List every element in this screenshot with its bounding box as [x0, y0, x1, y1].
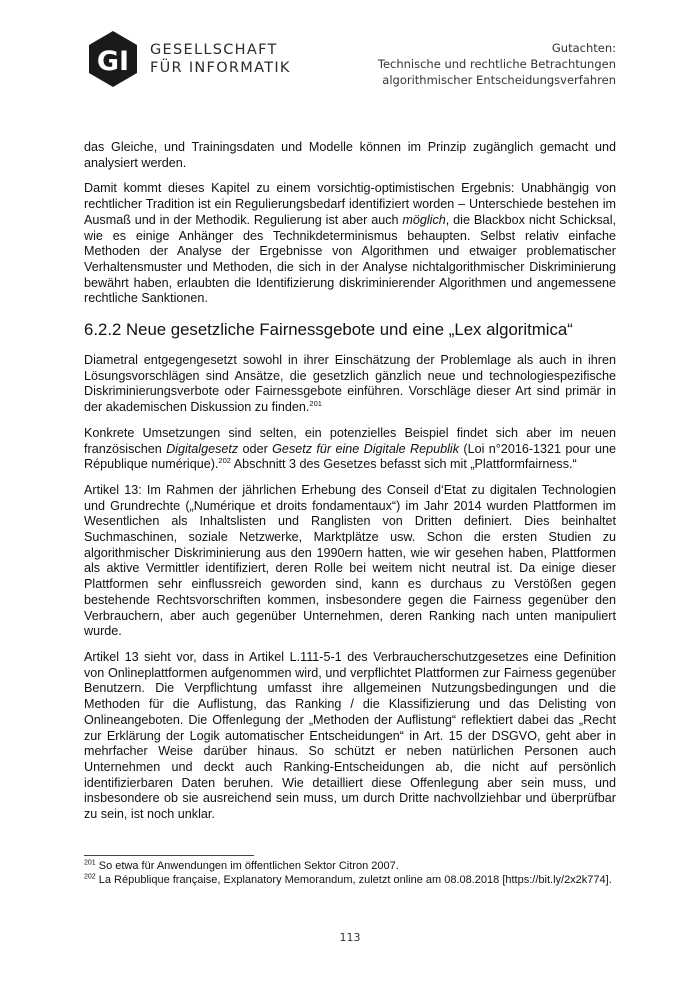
org-name-line2: FÜR INFORMATIK: [150, 60, 291, 76]
paragraph-5: Artikel 13: Im Rahmen der jährlichen Erhebung des Conseil d‘Etat zu digitalen Technologien und Grundrechte („Numérique et droits fondamentaux“) im Jahr 2014 wurden Plattformen im Wesentlichen als Inhaltslisten und Ranglisten von Dritten definiert. Dies beinhaltet Suchmaschinen, soziale Netzwerke, Marktplätze usw. Schon die ersten Studien zu algorithmischer Diskriminierung aus den 1990ern hatten, wie wir gesehen haben, Plattformen als aktive Vermittler identifiziert, deren Rolle bei weitem nicht neutral ist. Da einige dieser Plattformen sehr einflussreich geworden sind, kann es durchaus zu Verstößen gegen bestehende Rechtsvorschriften kommen, insbesondere gegen die Fairness gegenüber den Verbrauchern, aber auch gegenüber Unternehmen, deren Ranking nach unten manipuliert wurde.: [84, 482, 616, 639]
page-number: 113: [339, 931, 361, 944]
footnote-201: [84, 860, 616, 874]
footnote-202: [84, 874, 616, 888]
paragraph-4: [84, 426, 616, 473]
footnote-202-text: La République française, Explanatory Memorandum, zuletzt online am 08.08.2018 [https://bit.ly/2x2k774].: [95, 873, 612, 886]
gi-logo-letters: GI: [96, 46, 130, 77]
document-title-line3: algorithmischer Entscheidungsverfahren: [382, 73, 616, 87]
gi-logo-icon: [84, 30, 142, 88]
paragraph-6: Artikel 13 sieht vor, dass in Artikel L.111-5-1 des Verbraucherschutzgesetzes eine Definition von Onlineplattformen aufgenommen wird, und verpflichtet Plattformen zur Fairness gegenüber Benutzern. Die Verpflichtung umfasst ihre allgemeinen Nutzungsbedingungen und die Methoden für die Auflistung, das Ranking / die Klassifizierung und das Delisting von Onlineangeboten. Die Offenlegung der „Methoden der Auflistung“ reflektiert dabei das „Recht zur Erklärung der Logik automatischer Entscheidungen“ in Art. 15 der DSGVO, geht aber in mehrfacher Weise darüber hinaus. So schützt er neben natürlichen Personen auch Unternehmen und deckt auch Ranking-Entscheidungen ab, die nicht auf persönlich identifizierbaren Daten beruhen. Wie detailliert diese Offenlegung aber sein muss, und insbesondere ob sie ausreichend sein muss, um durch Dritte nachvollziehbar und überprüfbar zu sein, ist noch unklar.: [84, 649, 616, 822]
org-name-line1: GESELLSCHAFT: [150, 42, 278, 58]
footnote-ref-201: 201: [309, 398, 322, 408]
footnote-ref-202: 202: [218, 456, 231, 466]
page-header: [0, 0, 700, 110]
footnotes: [84, 855, 616, 887]
paragraph-4-part-c: (Loi n°2016-1321 pour une République numérique).: [84, 441, 616, 472]
gi-logo: [84, 30, 291, 88]
paragraph-2: [84, 181, 616, 307]
paragraph-4-part-d: Abschnitt 3 des Gesetzes befasst sich mit „Plattformfairness.“: [230, 457, 577, 472]
footnote-divider: [84, 855, 254, 856]
paragraph-2-part-b: , die Blackbox nicht Schicksal, wie es einige Anhänger des Technikdeterminismus behaupten. Selbst relativ einfache Methoden der Analyse der Ergebnisse von Algorithmen und etwaiger problematischer Verhaltensmuster und Methoden, die sich in der Analyse nichtalgorithmischer Diskriminierung bewährt haben, erlaubten die Identifizierung diskriminierender Algorithmen und angemessene rechtliche Sanktionen.: [84, 212, 616, 306]
footnote-201-text: So etwa für Anwendungen im öffentlichen Sektor Citron 2007.: [95, 860, 399, 872]
emphasis-moeglich: möglich: [402, 212, 446, 227]
paragraph-2-part-a: Damit kommt dieses Kapitel zu einem vorsichtig-optimistischen Ergebnis: Unabhängig von rechtlicher Tradition ist ein Regulierungsbedarf identifiziert worden – Unterschiede bestehen im Ausmaß und in der Methodik. Regulierung ist aber auch: [84, 181, 616, 227]
main-content: [84, 140, 616, 833]
emphasis-digitalgesetz: Digitalgesetz: [166, 441, 239, 456]
paragraph-4-part-a: Konkrete Umsetzungen sind selten, ein potenzielles Beispiel findet sich aber im neuen französischen: [84, 425, 616, 456]
footnote-201-number: 201: [84, 859, 96, 867]
paragraph-4-part-b: oder: [238, 441, 273, 456]
footnote-202-number: 202: [84, 872, 96, 880]
paragraph-3: [84, 353, 616, 416]
section-heading: 6.2.2 Neue gesetzliche Fairnessgebote und eine „Lex algoritmica“: [84, 320, 573, 340]
paragraph-1: das Gleiche, und Trainingsdaten und Modelle können im Prinzip zugänglich gemacht und analysiert werden.: [84, 140, 616, 170]
org-name: [150, 41, 291, 77]
emphasis-gesetz-digitale-republik: Gesetz für eine Digitale Republik: [272, 441, 460, 456]
document-title: [378, 40, 616, 88]
document-title-line2: Technische und rechtliche Betrachtungen: [377, 57, 616, 71]
document-title-line1: Gutachten:: [551, 41, 616, 55]
paragraph-3-text: Diametral entgegengesetzt sowohl in ihrer Einschätzung der Problemlage als auch in ihren Lösungsvorschlägen sind Ansätze, die gesetzlich gänzlich neue und technologiespezifische Diskriminierungsverbote oder Fairnessgebote einführen. Vorschläge dieser Art sind primär in der akademischen Diskussion zu finden.: [84, 353, 616, 415]
